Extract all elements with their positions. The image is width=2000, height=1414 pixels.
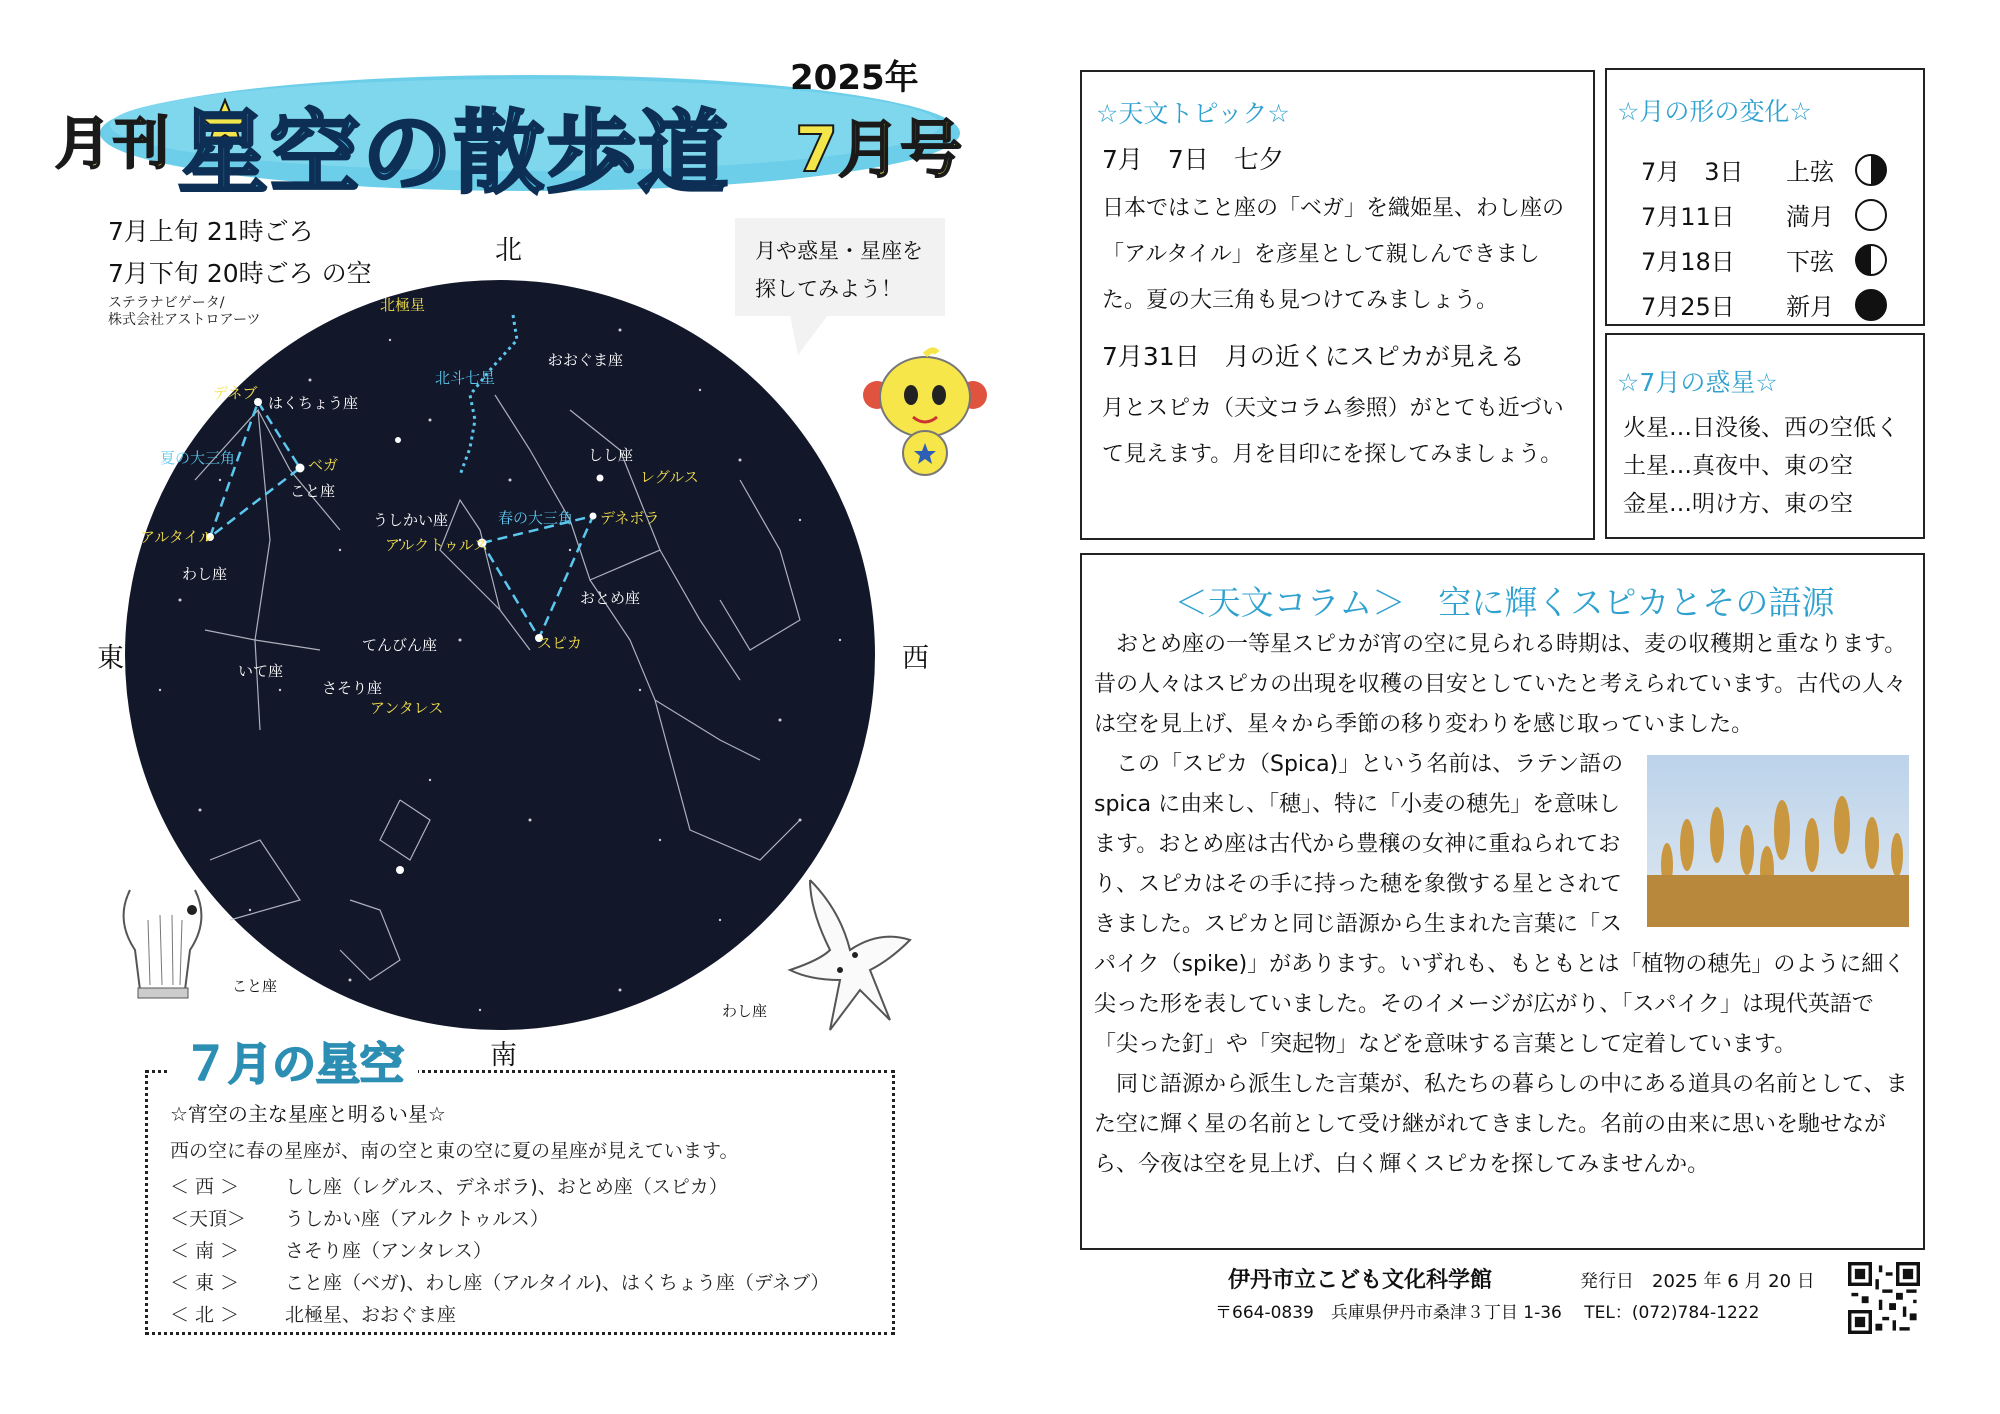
sky-row-west [170,1172,728,1199]
eagle-illustration [780,870,920,1040]
label-ursa-major: おおぐま座 [548,351,624,369]
label-spring-triangle: 春の大三角 [498,509,574,527]
column-paragraph-3: 同じ語源から派生した言葉が、私たちの暮らしの中にある道具の名前として、また空に輝く星の名前として受け継がれてきました。名前の由来に思いを馳せながら、今夜は空を見上げ、白く輝くスピカを探してみませんか。 [1094,1072,1908,1177]
sky-row-east [170,1268,829,1295]
header-gekkan: 月刊 [55,112,171,177]
sky-row-text: 北極星、おおぐま座 [285,1304,457,1326]
sky-row-north [170,1300,456,1327]
direction-west: 西 [902,643,929,674]
moon-phase-row [1641,287,1888,322]
label-spica: スピカ [537,634,583,652]
label-cygnus: はくちょう座 [268,394,359,412]
observation-time-early: 7月上旬 21時ごろ [108,217,314,246]
speech-bubble-tail [790,315,828,355]
moon-phase-name: 満月 [1786,203,1834,231]
direction-north: 北 [495,235,522,266]
topic-date-1: 7月 7日 七夕 [1102,145,1284,174]
moon-phase-date: 7月18日 [1641,248,1735,276]
credit-company: 株式会社アストロアーツ [108,312,261,328]
moon-phase-name: 上弦 [1786,158,1834,186]
page-title: 星空の散歩道 [178,101,730,206]
sky-row-dir: ＜天頂＞ [170,1208,247,1230]
sky-row-dir: ＜ 西 ＞ [170,1176,240,1198]
label-arcturus: アルクトゥルス [385,536,489,554]
label-aquila: わし座 [182,565,228,583]
moon-phase-date: 7月25日 [1641,293,1735,321]
july-sky-subtitle: ☆宵空の主な星座と明るい星☆ [170,1102,446,1126]
planets-title: ☆7月の惑星☆ [1617,368,1778,397]
speech-line-2: 探してみよう！ [755,277,902,301]
last-quarter-moon-icon [1854,243,1888,277]
label-libra: てんびん座 [362,636,438,654]
lyre-label: こと座 [232,977,278,995]
label-bootes: うしかい座 [373,511,449,529]
column-paragraph-1: おとめ座の一等星スピカが宵の空に見られる時期は、麦の収穫期と重なります。昔の人々はスピカの出現を収穫の目安としていたと考えられています。古代の人々は空を見上げ、星々から季節の移り変わりを感じ取っていました。 [1094,632,1907,737]
label-denebola: デネボラ [600,509,660,527]
label-lyra: こと座 [290,482,336,500]
qr-code-icon[interactable] [1848,1262,1920,1334]
label-summer-triangle: 夏の大三角 [160,449,236,467]
label-polaris: 北極星 [380,296,426,314]
planet-row-venus: 金星…明け方、東の空 [1623,491,1853,517]
speech-bubble [735,218,945,316]
publisher-name: 伊丹市立こども文化科学館 [1228,1268,1493,1293]
label-regulus: レグルス [640,468,699,486]
lyre-illustration [110,880,220,1010]
sky-row-south [170,1236,492,1263]
direction-south: 南 [490,1040,517,1071]
header-issue: 7月号 [795,113,963,186]
sky-row-text: こと座（ベガ)、わし座（アルタイル)、はくちょう座（デネブ） [285,1272,830,1294]
column-paragraph-2: この「スピカ（Spica)」という名前は、ラテン語の spica に由来し、「穂」、特に「小麦の穂先」を意味します。おとめ座は古代から豊穣の女神に重ねられており、スピカはその手に持った穂を象徴する星とされてきました。スピカと同じ語源から生まれた言葉に「スパイク（spike)」があります。いずれも、もともとは「植物の穂先」のように細く尖った形を表していました。そのイメージが広がり、「スパイク」は現代英語で「尖った釘」や「突起物」などを意味する言葉として定着しています。 [1094,752,1906,1057]
sky-row-text: しし座（レグルス、デネボラ)、おとめ座（スピカ） [285,1176,728,1198]
label-antares: アンタレス [370,699,444,717]
column-title: ＜天文コラム＞ 空に輝くスピカとその語源 [1174,583,1835,622]
sky-row-dir: ＜ 北 ＞ [170,1304,240,1326]
moon-phase-date: 7月 3日 [1641,158,1744,186]
full-moon-icon [1854,198,1888,232]
first-quarter-moon-icon [1854,153,1888,187]
july-sky-title: ７月の星空 [170,1028,418,1092]
july-sky-description: 西の空に春の星座が、南の空と東の空に夏の星座が見えています。 [170,1140,739,1162]
credit-software: ステラナビゲータ/ [108,295,225,311]
column-text [1094,625,1909,1185]
topic-body-1: 日本ではこと座の「ベガ」を織姫星、わし座の「アルタイル」を彦星として親しんできました。夏の大三角も見つけてみましょう。 [1102,196,1565,313]
label-vega: ベガ [308,456,339,474]
speech-line-1: 月や惑星・星座を [755,239,923,263]
sky-row-text: うしかい座（アルクトゥルス） [285,1208,549,1230]
direction-east: 東 [97,643,124,674]
issue-date: 発行日 2025 年 6 月 20 日 [1580,1271,1815,1292]
label-virgo: おとめ座 [580,589,641,607]
sky-row-dir: ＜ 南 ＞ [170,1240,240,1262]
topic-date-2: 7月31日 月の近くにスピカが見える [1102,342,1525,371]
moon-phase-panel [1605,68,1925,326]
planet-row-mars: 火星…日没後、西の空低く [1623,415,1899,441]
moon-phase-date: 7月11日 [1641,203,1735,231]
wheat-photo [1647,755,1909,927]
header-year: 2025年 [790,58,919,98]
planets-panel [1605,333,1925,539]
moon-phase-row [1641,152,1888,187]
label-leo: しし座 [588,446,634,464]
eagle-label: わし座 [722,1002,768,1020]
topic-title: ☆天文トピック☆ [1096,99,1290,128]
moon-phase-name: 新月 [1786,293,1834,321]
mascot-character [855,345,995,485]
moon-phase-row [1641,197,1888,232]
astronomy-topic-panel [1080,70,1595,540]
planet-row-saturn: 土星…真夜中、東の空 [1623,453,1853,479]
observation-time-late: 7月下旬 20時ごろ の空 [108,259,372,288]
publisher-address: 〒664-0839 兵庫県伊丹市桑津３丁目 1-36 TEL：(072)784-1222 [1215,1303,1760,1323]
label-altair: アルタイル [140,528,214,546]
new-moon-icon [1854,288,1888,322]
sky-row-zenith [170,1204,549,1231]
moon-phase-row [1641,242,1888,277]
moon-phase-title: ☆月の形の変化☆ [1617,97,1812,126]
topic-body-2: 月とスピカ（天文コラム参照）がとても近づいて見えます。月を目印にを探してみましょう。 [1102,396,1564,467]
label-big-dipper: 北斗七星 [435,369,496,387]
label-deneb: デネブ [213,384,258,402]
sky-row-text: さそり座（アンタレス） [285,1240,492,1262]
label-scorpius: さそり座 [322,679,383,697]
astronomy-column-panel [1080,553,1925,1250]
moon-phase-name: 下弦 [1786,248,1834,276]
label-sagittarius: いて座 [238,662,284,680]
sky-row-dir: ＜ 東 ＞ [170,1272,240,1294]
